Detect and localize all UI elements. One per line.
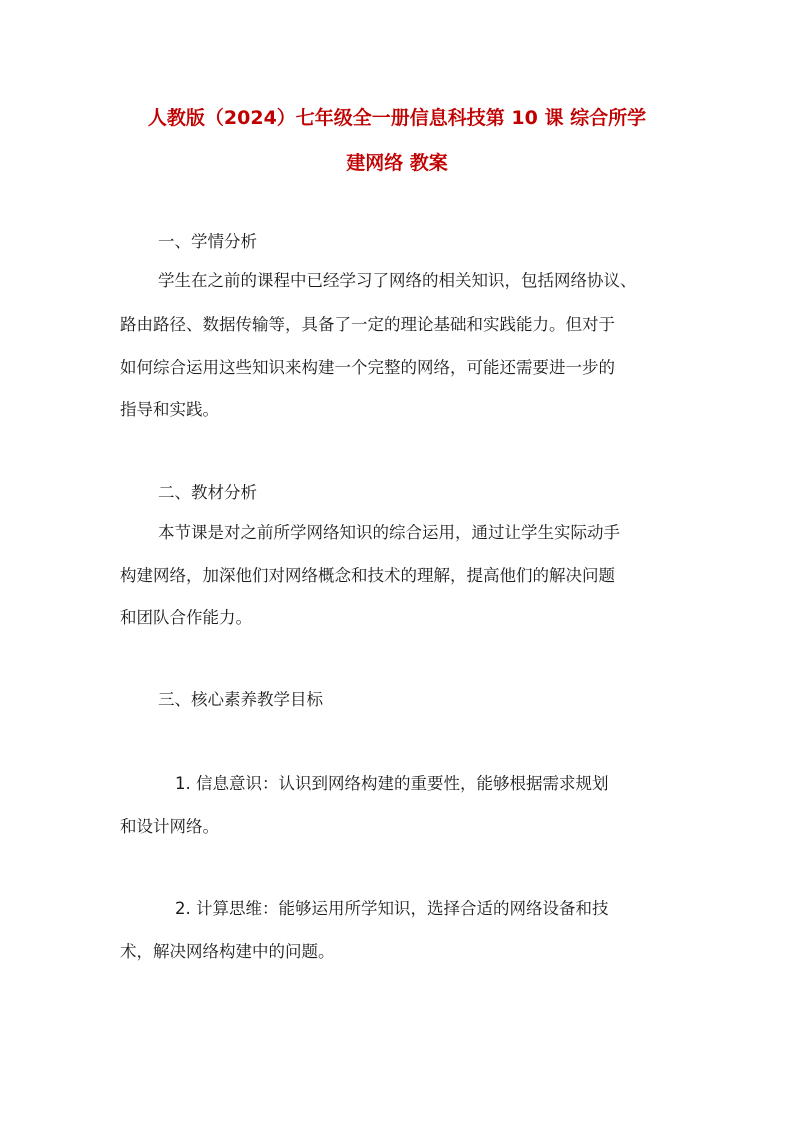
document-title-line-2: 建网络 教案 [346,152,448,174]
section-1-heading: 一、学情分析 [158,232,257,251]
objective-item-line: 术，解决网络构建中的问题。 [120,942,335,961]
section-1-paragraph-line: 学生在之前的课程中已经学习了网络的相关知识，包括网络协议、 [158,271,637,290]
objective-item-line: 2. 计算思维：能够运用所学知识，选择合适的网络设备和技 [175,899,609,918]
objective-item-line: 1. 信息意识：认识到网络构建的重要性，能够根据需求规划 [175,774,609,793]
section-1-paragraph-line: 路由路径、数据传输等，具备了一定的理论基础和实践能力。但对于 [120,315,615,334]
objective-item-line: 和设计网络。 [120,817,219,836]
document-title-line-1: 人教版（2024）七年级全一册信息科技第 10 课 综合所学 [147,107,647,129]
section-2-heading: 二、教材分析 [158,483,257,502]
section-1-paragraph-line: 指导和实践。 [120,400,219,419]
section-2-paragraph-line: 构建网络，加深他们对网络概念和技术的理解，提高他们的解决问题 [120,566,615,585]
section-2-paragraph-line: 本节课是对之前所学网络知识的综合运用，通过让学生实际动手 [158,523,620,542]
section-1-paragraph-line: 如何综合运用这些知识来构建一个完整的网络，可能还需要进一步的 [120,358,615,377]
section-2-paragraph-line: 和团队合作能力。 [120,608,252,627]
section-3-heading: 三、核心素养教学目标 [158,690,323,709]
